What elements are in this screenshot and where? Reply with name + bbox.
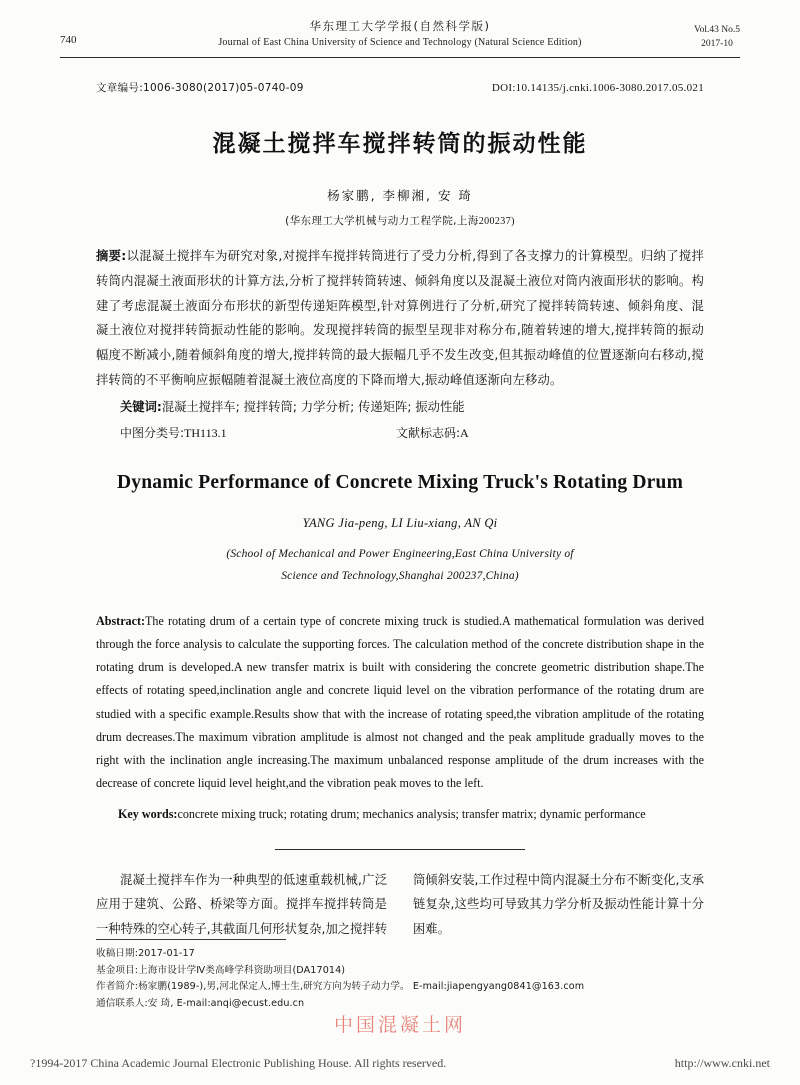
- header-rule: [60, 57, 740, 58]
- keywords-chinese-text: 混凝土搅拌车; 搅拌转筒; 力学分析; 传递矩阵; 振动性能: [161, 399, 465, 414]
- affiliation-english-line2: Science and Technology,Shanghai 200237,China): [281, 570, 519, 583]
- document-code-label: 文献标志码:: [396, 425, 461, 440]
- document-code: [396, 424, 469, 441]
- watermark-text: 中国混凝土网: [333, 1014, 466, 1036]
- affiliation-english-line1: (School of Mechanical and Power Engineering,East China University of: [226, 547, 574, 560]
- clc-label: 中图分类号:: [120, 425, 185, 440]
- abstract-chinese: [96, 244, 704, 393]
- page-number: 740: [60, 34, 77, 46]
- clc-value: TH113.1: [184, 425, 227, 440]
- footnote-received: 收稿日期:2017-01-17: [96, 947, 195, 959]
- article-id: 文章编号:1006-3080(2017)05-0740-09: [96, 82, 304, 94]
- document-code-value: A: [460, 425, 469, 440]
- abstract-chinese-text: 以混凝土搅拌车为研究对象,对搅拌车搅拌转筒进行了受力分析,得到了各支撑力的计算模型。归纳了搅拌转筒内混凝土液面形状的计算方法,分析了搅拌转筒转速、倾斜角度以及混凝土液位对筒内液面形状的影响。构建了考虑混凝土液面分布形状的新型传递矩阵模型,针对算例进行了分析,研究了搅拌转筒转速、倾斜角度、混凝土液位对搅拌转筒振动性能的影响。发现搅拌转筒的振型呈现非对称分布,随着转速的增大,搅拌转筒的振动幅度不断减小,随着倾斜角度的增大,搅拌转筒的最大振幅几乎不发生改变,但其振动峰值的位置逐渐向右移动,搅拌转筒的不平衡响应振幅随着混凝土液位高度的下降而增大,振动峰值逐渐向左移动。: [96, 249, 704, 388]
- article-content: [96, 72, 704, 941]
- title-english: Dynamic Performance of Concrete Mixing Truck's Rotating Drum: [116, 471, 684, 493]
- keywords-english-label: Key words:: [118, 807, 178, 822]
- volume-issue: Vol.43 No.5: [693, 25, 740, 35]
- section-separator: [275, 849, 525, 850]
- affiliation-chinese-zip: 200237): [478, 216, 515, 227]
- body-columns: [96, 868, 704, 942]
- classification-line: [96, 424, 704, 446]
- authors-chinese: 杨家鹏, 李柳湘, 安 琦: [327, 188, 473, 203]
- footnote-block: [96, 939, 704, 1013]
- title-chinese: 混凝土搅拌车搅拌转筒的振动性能: [212, 131, 588, 157]
- abstract-chinese-label: 摘要:: [96, 249, 127, 263]
- journal-names: [60, 18, 740, 48]
- affiliation-english: [96, 543, 704, 588]
- running-head: [60, 18, 740, 58]
- cnki-copyright: ?1994-2017 China Academic Journal Electronic Publishing House. All rights reserved.: [30, 1056, 447, 1070]
- cnki-url[interactable]: http://www.cnki.net: [674, 1056, 770, 1070]
- keywords-english: [96, 803, 704, 826]
- intro-paragraph: 混凝土搅拌车作为一种典型的低速重载机械,广泛应用于建筑、公路、桥梁等方面。搅拌车搅拌转筒是一种特殊的空心转子,其截面几何形状复杂,加之搅拌转筒倾斜安装,工作过程中筒内混凝土分布不断变化,支承链复杂,这些均可导致其力学分析及振动性能计算十分困难。: [96, 872, 704, 936]
- volume-issue-info: [694, 24, 740, 52]
- abstract-english-text: The rotating drum of a certain type of concrete mixing truck is studied.A mathematical formulation was derived through the force analysis to calculate the supporting forces. The calculation method of the concrete distribution shape in the rotating drum is developed.A new transfer matrix is built with considering the concrete geometric distribution shape.The effects of rotating speed,inclination angle and concrete liquid level on the vibration performance of the rotating drum are studied with a specific example.Results show that with the increase of rotating speed,the vibration amplitude of the rotating drum decreases.The maximum vibration amplitude is almost not changed and the peak amplitude gradually moves to the right with the inclination angle increasing.The maximum unbalanced response amplitude of the drum increases with the decrease of concrete liquid level height,and the vibration peak moves to the left.: [96, 613, 704, 791]
- keywords-chinese: [96, 395, 704, 420]
- footnote-rule: [96, 939, 286, 940]
- abstract-english: [96, 610, 704, 796]
- abstract-english-label: Abstract:: [96, 613, 146, 628]
- authors-english: YANG Jia-peng, LI Liu-xiang, AN Qi: [302, 515, 498, 530]
- journal-title-en: Journal of East China University of Science and Technology (Natural Science Edition): [218, 37, 582, 48]
- identifier-line: [96, 80, 704, 95]
- keywords-chinese-label: 关键词:: [120, 399, 162, 414]
- footnote-corresponding-author: 通信联系人:安 琦, E-mail:anqi@ecust.edu.cn: [96, 998, 305, 1010]
- doi: DOI:10.14135/j.cnki.1006-3080.2017.05.021: [491, 82, 704, 94]
- cnki-footer: [0, 1056, 800, 1071]
- affiliation-chinese-text: (华东理工大学机械与动力工程学院,上海: [285, 215, 479, 227]
- footnote-fund: 基金项目:上海市设计学Ⅳ类高峰学科资助项目(DA17014): [96, 964, 346, 976]
- footnote-author-bio: 作者简介:杨家鹏(1989-),男,河北保定人,博士生,研究方向为转子动力学。 E-mail:jiapengyang0841@163.com: [96, 981, 585, 993]
- journal-title-cn: 华东理工大学学报(自然科学版): [309, 19, 491, 33]
- keywords-english-text: concrete mixing truck; rotating drum; mechanics analysis; transfer matrix; dynamic performance: [177, 807, 646, 822]
- issue-date: 2017-10: [701, 38, 733, 49]
- affiliation-chinese: [96, 213, 704, 228]
